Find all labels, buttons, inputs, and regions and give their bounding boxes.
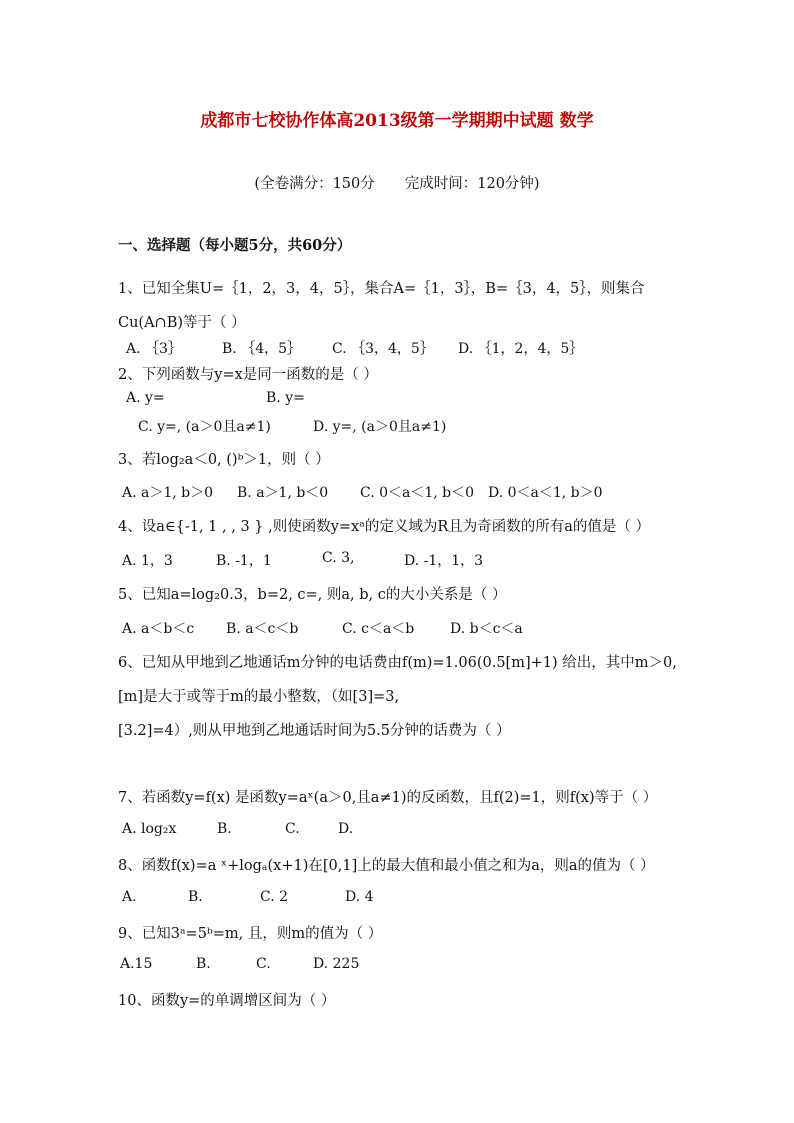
- q5-option-c: C. c＜a＜b: [342, 621, 415, 637]
- q1-option-b: B. ｛4，5｝: [222, 341, 302, 357]
- question-4-line-1: 4、设a∈{-1, 1 , , 3 } ,则使函数y=xᵃ的定义域为R且为奇函数的所有a的值是（ ）: [118, 519, 651, 535]
- q2-option-c: C. y=, (a＞0且a≠1): [138, 419, 271, 435]
- q4-option-c: C. 3,: [322, 550, 355, 566]
- q4-option-b: B. -1，1: [216, 553, 272, 569]
- q5-option-b: B. a＜c＜b: [226, 621, 299, 637]
- exam-title: [0, 106, 794, 131]
- q9-option-a: A.15: [120, 956, 153, 972]
- q8-option-b: B.: [188, 889, 203, 905]
- q1-option-d: D. ｛1，2，4，5｝: [458, 341, 584, 357]
- q5-option-a: A. a＜b＜c: [122, 621, 195, 637]
- time-limit: 完成时间：120分钟): [404, 176, 540, 192]
- question-2-line-1: 2、下列函数与y=x是同一函数的是（ ）: [118, 367, 378, 383]
- question-7-line-1: 7、若函数y=f(x) 是函数y=aˣ(a＞0,且a≠1)的反函数，且f(2)=1，则f(x)等于（ ）: [118, 790, 658, 806]
- q3-option-c: C. 0＜a＜1, b＜0: [360, 485, 475, 501]
- q5-option-d: D. b＜c＜a: [450, 621, 523, 637]
- q7-option-a: A. log₂x: [122, 821, 177, 837]
- section-heading: 一、选择题（每小题5分，共60分）: [118, 237, 352, 254]
- q8-option-a: A.: [122, 889, 137, 905]
- q7-option-d: D.: [338, 821, 354, 837]
- exam-title-text: 成都市七校协作体高2013级第一学期期中试题: [200, 111, 554, 131]
- question-1-line-2: Cu(A∩B)等于（ ）: [118, 315, 246, 331]
- q3-option-b: B. a＞1, b＜0: [237, 485, 329, 501]
- q3-option-a: A. a＞1, b＞0: [122, 485, 214, 501]
- q3-option-d: D. 0＜a＜1, b＞0: [488, 485, 603, 501]
- question-9-line-1: 9、已知3ᵃ=5ᵇ=m, 且，则m的值为（ ）: [118, 926, 383, 942]
- question-3-line-1: 3、若log₂a＜0, ()ᵇ＞1，则（ ）: [118, 452, 330, 468]
- q8-option-d: D. 4: [345, 889, 374, 905]
- q7-option-b: B.: [217, 821, 232, 837]
- q1-option-c: C. ｛3，4，5｝: [332, 341, 434, 357]
- q9-option-c: C.: [256, 956, 271, 972]
- question-1-line-1: 1、已知全集U=｛1，2，3，4，5｝，集合A=｛1，3｝，B=｛3，4，5｝，则集合: [118, 281, 645, 297]
- question-10-line-1: 10、函数y=的单调增区间为（ ）: [118, 993, 336, 1009]
- q4-option-a: A. 1，3: [122, 553, 173, 569]
- q2-option-d: D. y=, (a＞0且a≠1): [313, 419, 447, 435]
- question-6-line-1: 6、已知从甲地到乙地通话m分钟的电话费由f(m)=1.06(0.5[m]+1) 给出，其中m＞0,: [118, 655, 677, 671]
- q9-option-d: D. 225: [313, 956, 360, 972]
- question-6-line-2: [m]是大于或等于m的最小整数，（如[3]=3,: [118, 689, 400, 705]
- q2-option-a: A. y=: [126, 390, 165, 406]
- q7-option-c: C.: [285, 821, 300, 837]
- exam-subject: 数学: [559, 111, 594, 131]
- question-8-line-1: 8、函数f(x)=a ˣ+logₐ(x+1)在[0,1]上的最大值和最小值之和为a，则a的值为（ ）: [118, 858, 655, 874]
- q2-option-b: B. y=: [266, 390, 305, 406]
- question-5-line-1: 5、已知a=log₂0.3，b=2, c=, 则a, b, c的大小关系是（ ）: [118, 587, 507, 603]
- q9-option-b: B.: [196, 956, 211, 972]
- q8-option-c: C. 2: [260, 889, 289, 905]
- full-marks: (全卷满分：150分: [254, 176, 375, 192]
- exam-info: [0, 172, 794, 193]
- question-6-line-3: [3.2]=4）,则从甲地到乙地通话时间为5.5分钟的话费为（ ）: [118, 723, 511, 739]
- q1-option-a: A. ｛3｝: [126, 341, 182, 357]
- q4-option-d: D. -1，1，3: [404, 553, 484, 569]
